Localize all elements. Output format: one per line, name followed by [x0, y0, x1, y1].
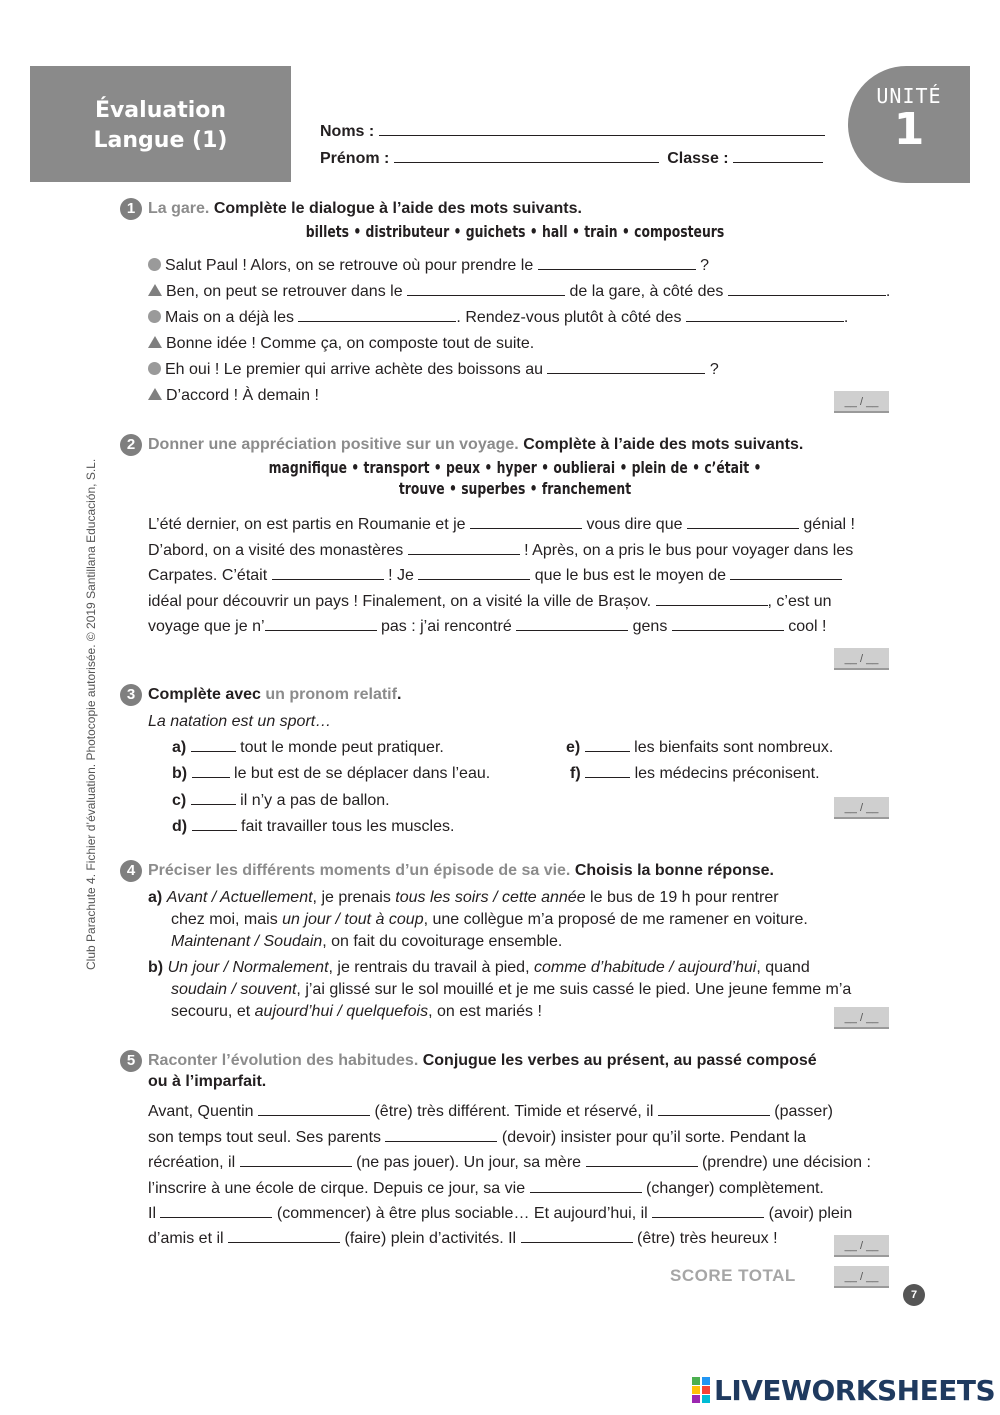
- ex2-line-1: L’été dernier, on est partis en Roumanie et je vous dire que génial !: [148, 516, 855, 533]
- ex3-example: La natation est un sport…: [148, 713, 332, 730]
- ex5-line-1: Avant, Quentin (être) très différent. Timide et réservé, il (passer): [148, 1103, 833, 1120]
- ex3-item-b: b) le but est de se déplacer dans l’eau.: [172, 765, 491, 782]
- ex5-blank-9[interactable]: [228, 1229, 340, 1243]
- ex1-heading: [120, 198, 582, 220]
- ex1-score-box[interactable]: __ / __: [834, 391, 889, 413]
- ex5-heading: 5 Raconter l’évolution des habitudes. Conjugue les verbes au présent, au passé composé: [120, 1050, 817, 1072]
- ex1-blank-2[interactable]: [407, 282, 565, 296]
- ex1-line-2: Ben, on peut se retrouver dans le de la gare, à côté des .: [148, 282, 890, 302]
- ex4-a-line-3: Maintenant / Soudain, on fait du covoiturage ensemble.: [171, 933, 563, 950]
- ex4-a-line-1: a) Avant / Actuellement, je prenais tous les soirs / cette année le bus de 19 h pour rentrer: [148, 889, 779, 906]
- ex2-line-3: Carpates. C’était ! Je que le bus est le moyen de: [148, 566, 842, 586]
- ex2-line-4: idéal pour découvrir un pays ! Finalement, on a visité la ville de Brașov. , c’est un: [148, 593, 832, 610]
- ex5-line-2: son temps tout seul. Ses parents (devoir) insister pour qu’il sorte. Pendant la: [148, 1129, 807, 1146]
- ex4-b-line-1: b) Un jour / Normalement, je rentrais du travail à pied, comme d’habitude / aujourd’hui, quand: [148, 959, 810, 976]
- ex5-blank-2[interactable]: [658, 1102, 770, 1116]
- ex3-number: 3: [120, 684, 142, 706]
- unit-tab: [848, 66, 970, 183]
- ex2-line-2: D’abord, on a visité des monastères ! Après, on a pris le bus pour voyager dans les: [148, 542, 854, 559]
- prenom-field[interactable]: [394, 149, 659, 163]
- ex1-instruction: Complète le dialogue à l’aide des mots suivants.: [213, 200, 582, 218]
- liveworksheets-logo-icon: [692, 1377, 710, 1403]
- ex2-blank-1[interactable]: [470, 515, 582, 529]
- ex2-number: 2: [120, 434, 142, 456]
- ex2-blank-5[interactable]: [418, 566, 530, 580]
- circle-speaker-icon: [148, 258, 161, 271]
- ex3-blank-b[interactable]: [192, 764, 230, 778]
- circle-speaker-icon: [148, 310, 161, 323]
- ex2-blank-4[interactable]: [272, 566, 384, 580]
- brand-text: LIVEWORKSHEETS: [714, 1374, 996, 1407]
- ex2-wordbank-2: trouve • superbes • franchement: [398, 479, 632, 498]
- ex3-item-c: c) il n’y a pas de ballon.: [172, 792, 390, 809]
- ex1-line-3: Mais on a déjà les . Rendez-vous plutôt à côté des .: [148, 308, 848, 328]
- ex3-blank-d[interactable]: [192, 817, 237, 831]
- ex3-blank-f[interactable]: [585, 764, 630, 778]
- title-line-2: Langue (1): [93, 128, 228, 153]
- ex3-item-e: e) les bienfaits sont nombreux.: [566, 739, 834, 756]
- ex5-line-4: l’inscrire à une école de cirque. Depuis ce jour, sa vie (changer) complètement.: [148, 1180, 824, 1197]
- ex3-heading: 3 Complète avec un pronom relatif.: [120, 684, 401, 706]
- ex4-heading: 4 Préciser les différents moments d’un épisode de sa vie. Choisis la bonne réponse.: [120, 860, 774, 882]
- ex1-blank-4[interactable]: [298, 308, 456, 322]
- ex1-topic: La gare.: [148, 200, 210, 218]
- ex2-blank-10[interactable]: [672, 617, 784, 631]
- ex5-blank-8[interactable]: [652, 1204, 764, 1218]
- ex2-score-box[interactable]: __ / __: [834, 648, 889, 670]
- page-number: 7: [903, 1284, 925, 1306]
- noms-label: Noms :: [320, 123, 375, 140]
- ex5-blank-10[interactable]: [521, 1229, 633, 1243]
- ex5-blank-6[interactable]: [530, 1179, 642, 1193]
- ex5-heading-line-2: ou à l’imparfait.: [148, 1073, 267, 1090]
- ex4-b-line-3: secouru, et aujourd’hui / quelquefois, on est mariés !: [171, 1003, 542, 1020]
- noms-field[interactable]: [379, 122, 825, 136]
- classe-field[interactable]: [733, 149, 823, 163]
- title-line-1: Évaluation: [94, 98, 227, 123]
- ex2-instruction: Complète à l’aide des mots suivants.: [523, 436, 804, 454]
- triangle-speaker-icon: [148, 388, 162, 400]
- ex1-line-4: Bonne idée ! Comme ça, on composte tout de suite.: [148, 334, 534, 354]
- ex5-line-6: d’amis et il (faire) plein d’activités. Il (être) très heureux !: [148, 1230, 778, 1247]
- ex4-b-line-2: soudain / souvent, j’ai glissé sur le sol mouillé et je me suis cassé le pied. Une jeune femme m’a: [171, 981, 852, 998]
- triangle-speaker-icon: [148, 284, 162, 296]
- ex5-blank-7[interactable]: [160, 1204, 272, 1218]
- ex2-blank-9[interactable]: [516, 617, 628, 631]
- ex2-wordbank-1: magnifique • transport • peux • hyper • oublierai • plein de • c’était •: [268, 458, 762, 477]
- ex5-score-box[interactable]: __ / __: [834, 1235, 889, 1257]
- triangle-speaker-icon: [148, 336, 162, 348]
- liveworksheets-brand: [692, 1374, 995, 1407]
- ex2-blank-7[interactable]: [656, 592, 768, 606]
- ex2-heading: [120, 434, 803, 456]
- circle-speaker-icon: [148, 362, 161, 375]
- ex5-line-5: Il (commencer) à être plus sociable… Et aujourd’hui, il (avoir) plein: [148, 1205, 853, 1222]
- ex1-line-1: Salut Paul ! Alors, on se retrouve où pour prendre le ?: [148, 256, 709, 276]
- total-score-box[interactable]: __ / __: [834, 1266, 889, 1288]
- ex3-blank-e[interactable]: [585, 738, 630, 752]
- ex4-a-line-2: chez moi, mais un jour / tout à coup, une collègue m’a proposé de me ramener en voiture.: [171, 911, 808, 928]
- ex5-blank-5[interactable]: [586, 1153, 698, 1167]
- ex2-blank-8[interactable]: [265, 617, 377, 631]
- ex2-blank-3[interactable]: [408, 541, 520, 555]
- ex3-score-box[interactable]: __ / __: [834, 797, 889, 819]
- ex1-line-5: Eh oui ! Le premier qui arrive achète des boissons au ?: [148, 360, 719, 380]
- ex5-number: 5: [120, 1050, 142, 1072]
- ex5-blank-3[interactable]: [385, 1128, 497, 1142]
- score-total-label: SCORE TOTAL: [670, 1266, 796, 1285]
- ex3-blank-c[interactable]: [191, 791, 236, 805]
- ex1-number: 1: [120, 198, 142, 220]
- ex5-blank-1[interactable]: [258, 1102, 370, 1116]
- unit-label: UNITÉ: [876, 84, 942, 108]
- ex1-blank-5[interactable]: [686, 308, 844, 322]
- ex2-blank-6[interactable]: [730, 566, 842, 580]
- unit-number: 1: [893, 104, 925, 155]
- ex3-item-a: a) tout le monde peut pratiquer.: [172, 739, 444, 756]
- ex1-blank-3[interactable]: [728, 282, 886, 296]
- classe-label: Classe :: [667, 150, 729, 167]
- ex2-line-5: voyage que je n’ pas : j’ai rencontré gens cool !: [148, 618, 827, 635]
- ex5-line-3: récréation, il (ne pas jouer). Un jour, sa mère (prendre) une décision :: [148, 1154, 871, 1171]
- ex1-blank-1[interactable]: [538, 256, 696, 270]
- ex4-score-box[interactable]: __ / __: [834, 1007, 889, 1029]
- copyright-credit: Club Parachute 4. Fichier d’évaluation. Photocopie autorisée. © 2019 Santillana Educación, S.L.: [84, 458, 98, 970]
- ex3-item-f: f) les médecins préconisent.: [570, 765, 820, 782]
- ex3-item-d: d) fait travailler tous les muscles.: [172, 818, 455, 835]
- evaluation-title: [30, 66, 291, 182]
- ex4-number: 4: [120, 860, 142, 882]
- ex5-blank-4[interactable]: [240, 1153, 352, 1167]
- noms-row: [320, 122, 825, 141]
- ex3-blank-a[interactable]: [191, 738, 236, 752]
- ex2-blank-2[interactable]: [687, 515, 799, 529]
- prenom-classe-row: [320, 149, 823, 168]
- ex1-blank-6[interactable]: [547, 360, 705, 374]
- ex1-line-6: D’accord ! À demain !: [148, 386, 319, 406]
- prenom-label: Prénom :: [320, 150, 390, 167]
- ex2-topic: Donner une appréciation positive sur un voyage.: [148, 436, 519, 454]
- ex1-wordbank: billets • distributeur • guichets • hall • train • composteurs: [305, 222, 725, 241]
